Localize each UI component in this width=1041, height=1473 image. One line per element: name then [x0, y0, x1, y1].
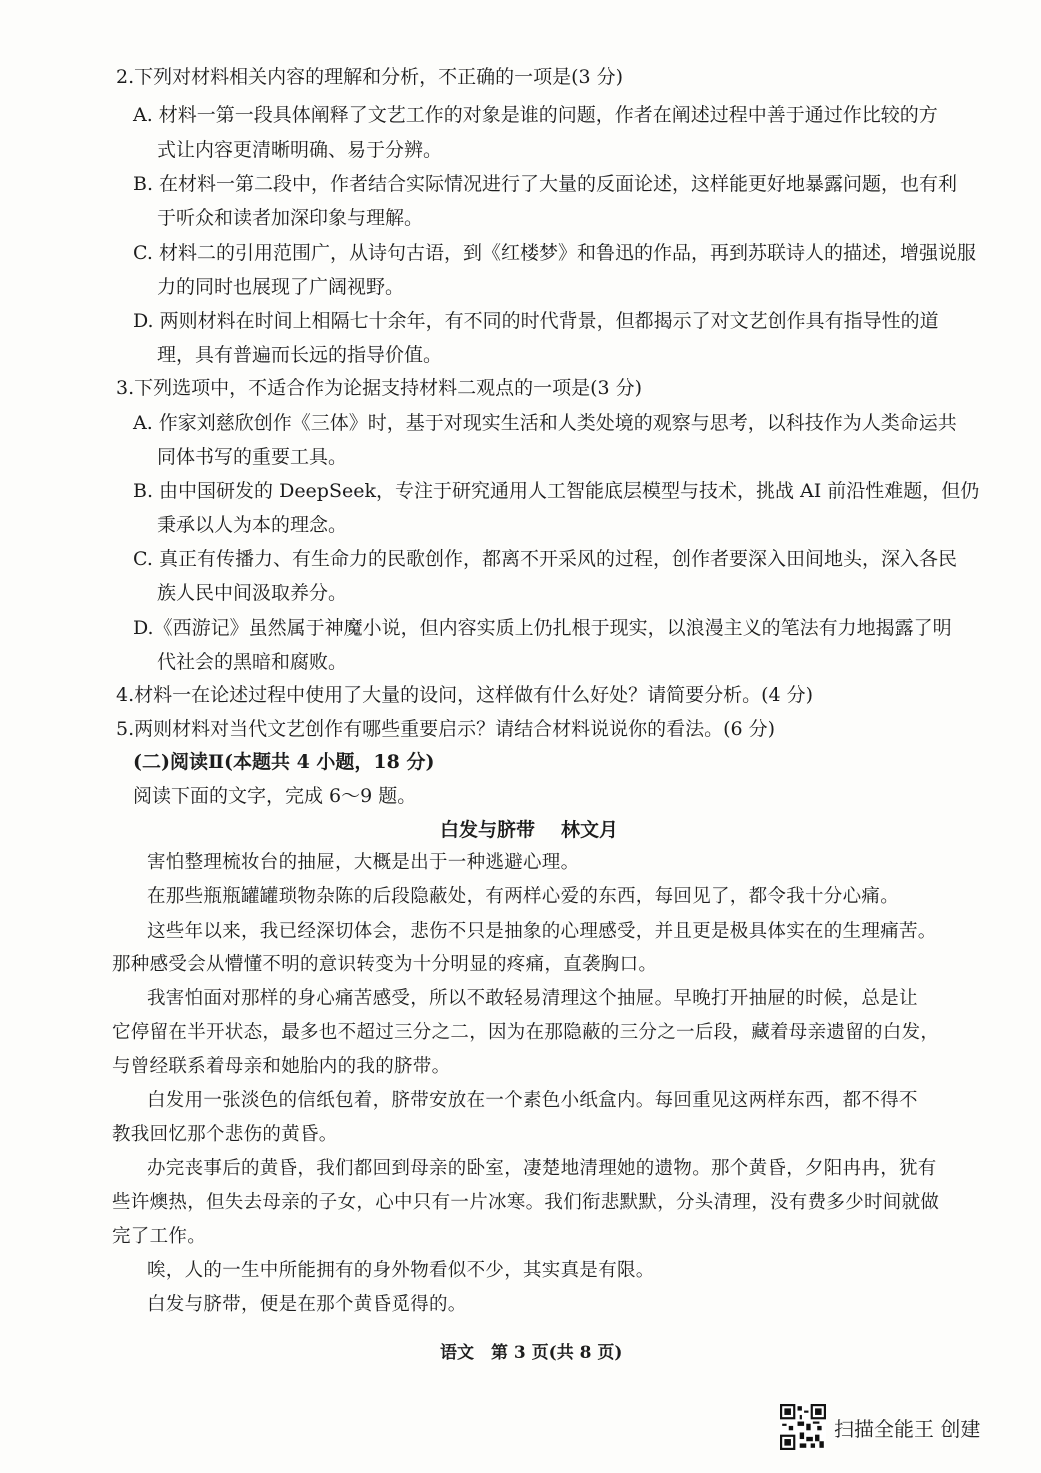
passage-author: 林文月	[561, 819, 619, 841]
qr-code-icon	[780, 1404, 826, 1450]
section-heading: (二)阅读Ⅱ(本题共 4 小题，18 分)	[133, 751, 435, 773]
question-3-option-d-cont: 代社会的黑暗和腐败。	[157, 651, 348, 673]
question-2-option-d-cont: 理，具有普遍而长远的指导价值。	[157, 344, 443, 366]
passage-line: 唉，人的一生中所能拥有的身外物看似不少，其实真是有限。	[147, 1260, 655, 1281]
question-3-option-c: C. 真正有传播力、有生命力的民歌创作，都离不开采风的过程，创作者要深入田间地头，深入各民	[133, 548, 957, 570]
question-5: 5.两则材料对当代文艺创作有哪些重要启示？请结合材料说说你的看法。(6 分)	[116, 718, 776, 740]
question-2-option-a: A. 材料一第一段具体阐释了文艺工作的对象是谁的问题，作者在阐述过程中善于通过作比较的方	[133, 104, 938, 126]
question-4: 4.材料一在论述过程中使用了大量的设问，这样做有什么好处？请简要分析。(4 分)	[116, 684, 814, 706]
question-2-option-c: C. 材料二的引用范围广，从诗句古语，到《红楼梦》和鲁迅的作品，再到苏联诗人的描述，增强说服	[133, 242, 976, 264]
question-2-option-b: B. 在材料一第二段中，作者结合实际情况进行了大量的反面论述，这样能更好地暴露问题，也有利	[133, 173, 958, 195]
passage-line: 教我回忆那个悲伤的黄昏。	[112, 1124, 338, 1145]
passage-line: 那种感受会从懵懂不明的意识转变为十分明显的疼痛，直袭胸口。	[112, 954, 658, 975]
passage-title: 白发与脐带	[440, 819, 536, 841]
question-3-option-a: A. 作家刘慈欣创作《三体》时，基于对现实生活和人类处境的观察与思考，以科技作为人类命运共	[133, 412, 957, 434]
passage-line: 白发与脐带，便是在那个黄昏觅得的。	[147, 1294, 467, 1315]
question-2-option-b-cont: 于听众和读者加深印象与理解。	[157, 207, 424, 229]
passage-line: 与曾经联系着母亲和她胎内的我的脐带。	[112, 1056, 451, 1077]
page-footer: 语文 第 3 页(共 8 页)	[440, 1343, 623, 1363]
passage-line: 在那些瓶瓶罐罐琐物杂陈的后段隐蔽处，有两样心爱的东西，每回见了，都令我十分心痛。	[147, 886, 900, 907]
question-2-option-d: D. 两则材料在时间上相隔七十余年，有不同的时代背景，但都揭示了对文艺创作具有指导性的道	[133, 310, 939, 332]
question-3-stem: 3.下列选项中，不适合作为论据支持材料二观点的一项是(3 分)	[116, 377, 643, 399]
question-3-option-b: B. 由中国研发的 DeepSeek，专注于研究通用人工智能底层模型与技术，挑战 AI 前沿性难题，但仍	[133, 480, 980, 502]
passage-line: 害怕整理梳妆台的抽屉，大概是出于一种逃避心理。	[147, 852, 580, 873]
passage-line: 这些年以来，我已经深切体会，悲伤不只是抽象的心理感受，并且更是极具体实在的生理痛苦。	[147, 921, 937, 942]
passage-line: 办完丧事后的黄昏，我们都回到母亲的卧室，凄楚地清理她的遗物。那个黄昏，夕阳冉冉，犹有	[147, 1158, 937, 1179]
question-2-option-a-cont: 式让内容更清晰明确、易于分辨。	[157, 139, 443, 161]
passage-line: 它停留在半开状态，最多也不超过三分之二，因为在那隐蔽的三分之一后段，藏着母亲遗留的白发，	[112, 1022, 940, 1043]
passage-line: 白发用一张淡色的信纸包着，脐带安放在一个素色小纸盒内。每回重见这两样东西，都不得不	[147, 1090, 918, 1111]
question-3-option-a-cont: 同体书写的重要工具。	[157, 446, 348, 468]
question-3-option-b-cont: 秉承以人为本的理念。	[157, 514, 348, 536]
question-3-option-c-cont: 族人民中间汲取养分。	[157, 582, 348, 604]
watermark-text: 扫描全能王 创建	[834, 1416, 981, 1441]
question-2-stem: 2.下列对材料相关内容的理解和分析，不正确的一项是(3 分)	[116, 66, 624, 88]
passage-line: 些许燠热，但失去母亲的子女，心中只有一片冰寒。我们衔悲默默，分头清理，没有费多少时间就做	[112, 1192, 940, 1213]
question-2-option-c-cont: 力的同时也展现了广阔视野。	[157, 276, 405, 298]
scanner-watermark	[780, 1402, 1030, 1452]
passage-line: 完了工作。	[112, 1226, 207, 1247]
section-instruction: 阅读下面的文字，完成 6～9 题。	[133, 785, 417, 807]
passage-line: 我害怕面对那样的身心痛苦感受，所以不敢轻易清理这个抽屉。早晚打开抽屉的时候，总是让	[147, 988, 918, 1009]
question-3-option-d: D.《西游记》虽然属于神魔小说，但内容实质上仍扎根于现实，以浪漫主义的笔法有力地揭露了明	[133, 617, 952, 639]
